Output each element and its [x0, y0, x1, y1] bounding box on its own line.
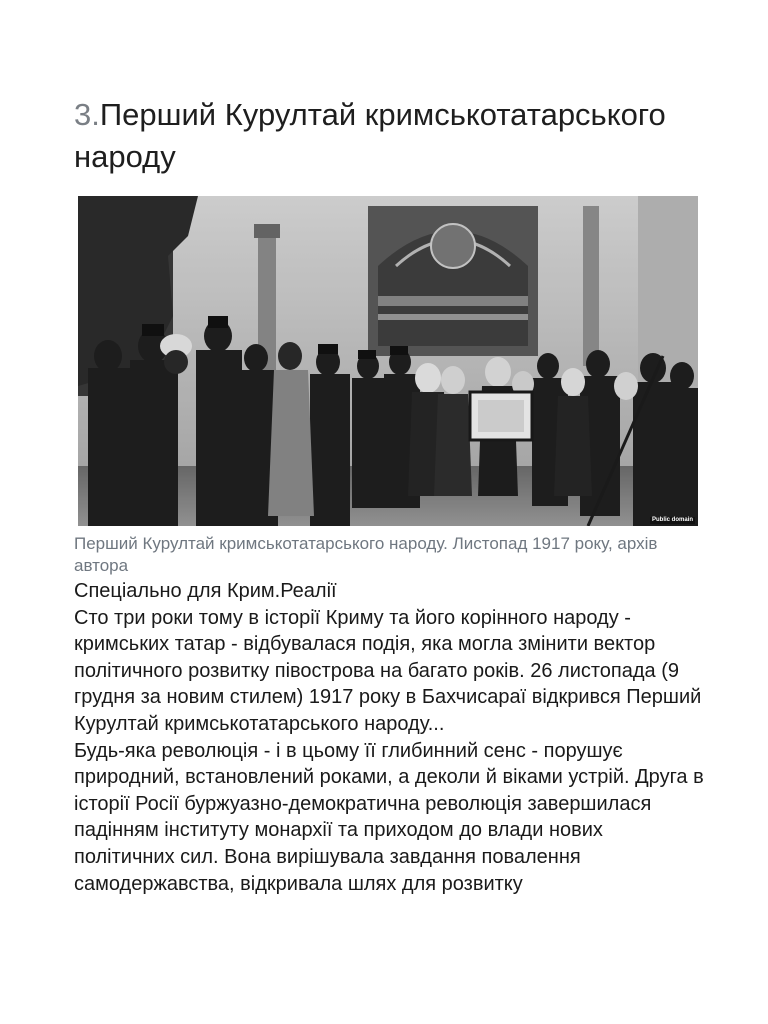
article-photo: [78, 196, 698, 526]
article-paragraph-2: Будь-яка революція - і в цьому її глибинний сенс - порушує природний, встановлений роками, а деколи й віками устрій. Друга в історії Росії буржуазно-демократична революція завершилася падінням інституту монархії та приходом до влади нових політичних сил. Вона вирішувала завдання повалення самодержавства, відкривала шлях для розвитку: [74, 739, 704, 895]
article-title: [74, 94, 704, 178]
article-byline: Спеціально для Крим.Реалії: [74, 580, 337, 602]
photo-credit: Public domain: [651, 517, 693, 523]
article-paragraph-1: Сто три роки тому в історії Криму та його корінного народу - кримських татар - відбувалася подія, яка могла змінити вектор політичного розвитку півострова на багато років. 26 листопада (9 грудня за новим стилем) 1917 року в Бахчисараї відкрився Перший Курултай кримськотатарського народу...: [74, 606, 702, 735]
title-number: 3.: [74, 97, 100, 132]
article-body: [74, 578, 704, 897]
title-text: Перший Курултай кримськотатарського народу: [74, 97, 666, 174]
historical-photo-illustration: [78, 196, 698, 526]
photo-caption: Перший Курултай кримськотатарського народу. Листопад 1917 року, архів автора: [74, 534, 658, 575]
